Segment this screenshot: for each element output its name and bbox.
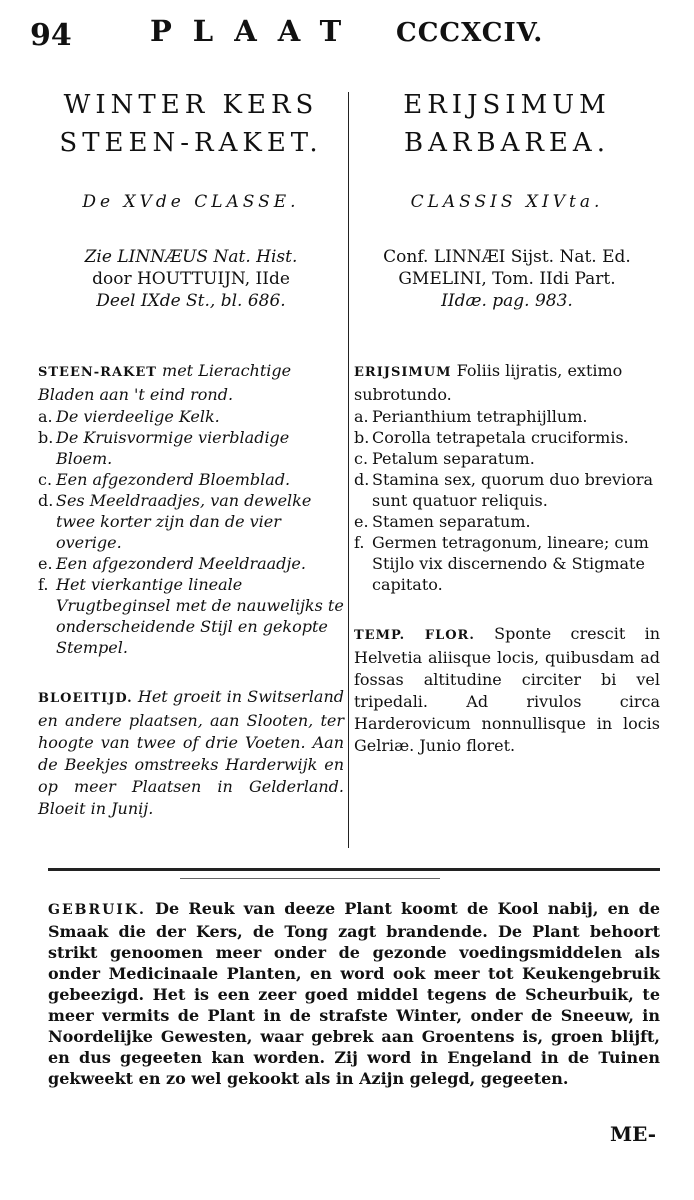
right-ref-line1: Conf. LINNÆI Sijst. Nat. Ed. bbox=[383, 247, 631, 267]
right-description bbox=[354, 360, 660, 406]
item-key: b. bbox=[354, 428, 370, 447]
item-text: De vierdeelige Kelk. bbox=[56, 407, 220, 426]
item-key: a. bbox=[38, 407, 53, 426]
item-text: Corolla tetrapetala cruciformis. bbox=[372, 428, 629, 447]
column-divider bbox=[348, 92, 349, 848]
item-key: b. bbox=[38, 428, 54, 447]
item-text: Een afgezonderd Meeldraadje. bbox=[56, 554, 306, 573]
left-classe: De XVde CLASSE. bbox=[82, 192, 300, 212]
right-desc-text: Foliis lijratis, extimo subrotundo. bbox=[354, 361, 623, 404]
list-item bbox=[38, 574, 344, 658]
left-column bbox=[38, 86, 344, 820]
item-text: Ses Meeldraadjes, van dewelke twee korter zijn dan de vier overige. bbox=[56, 491, 312, 552]
list-item bbox=[354, 448, 660, 469]
right-title-line2: BARBAREA. bbox=[404, 128, 610, 158]
left-title-line2: STEEN-RAKET. bbox=[59, 128, 323, 158]
horizontal-rule-thin bbox=[180, 878, 440, 879]
item-text: Perianthium tetraphijllum. bbox=[372, 407, 588, 426]
left-ref-line2: door HOUTTUIJN, IIde bbox=[92, 269, 290, 289]
usage-label: GEBRUIK. bbox=[48, 902, 146, 918]
list-item bbox=[38, 427, 344, 469]
item-text: Stamen separatum. bbox=[372, 512, 531, 531]
left-ref-line3: Deel IXde St., bl. 686. bbox=[96, 291, 286, 311]
left-time-label: BLOEITIJD. bbox=[38, 691, 133, 706]
list-item bbox=[38, 553, 344, 574]
left-title-line1: WINTER KERS bbox=[63, 90, 319, 120]
list-item bbox=[354, 511, 660, 532]
plate-number: CCCXCIV. bbox=[396, 18, 544, 48]
list-item bbox=[38, 490, 344, 553]
left-time-text: Het groeit in Switserland en andere plaatsen, aan Slooten, ter hoogte van twee of drie Voeten. Aan de Beekjes omstreeks Harderwijk en op meer Plaatsen in Gelderland. Bloeit in Junij. bbox=[38, 687, 344, 818]
item-text: Petalum separatum. bbox=[372, 449, 535, 468]
list-item bbox=[354, 532, 660, 595]
item-key: c. bbox=[354, 449, 369, 468]
right-title-line1: ERIJSIMUM bbox=[403, 90, 611, 120]
left-desc-label: STEEN-RAKET bbox=[38, 365, 157, 380]
left-description bbox=[38, 360, 344, 406]
right-reference bbox=[354, 246, 660, 312]
page-number: 94 bbox=[30, 18, 72, 53]
item-text: Het vierkantige lineale Vrugtbeginsel met de nauwelijks te onderscheidende Stijl en gekopte Stempel. bbox=[56, 575, 344, 657]
list-item bbox=[38, 406, 344, 427]
item-text: De Kruisvormige vierbladige Bloem. bbox=[56, 428, 290, 468]
list-item bbox=[354, 427, 660, 448]
usage-paragraph bbox=[48, 898, 660, 1089]
usage-text: De Reuk van deeze Plant koomt de Kool nabij, en de Smaak die der Kers, de Tong zagt brandende. De Plant behoort strikt genoomen meer onder de gezonde voedingsmiddelen als onder Medicinaale Planten, en word ook meer tot Keukengebruik gebeezigd. Het is een zeer goed middel tegens de Scheurbuik, te meer vermits de Plant in de strafste Winter, onder de Sneeuw, in Noordelijke Gewesten, waar gebrek aan Groentens is, groen blijft, en dus gegeeten kan worden. Zij word in Engeland in de Tuinen gekweekt en zo wel gekookt als in Azijn gelegd, gegeeten. bbox=[48, 899, 660, 1088]
list-item bbox=[38, 469, 344, 490]
right-items bbox=[354, 406, 660, 595]
list-item bbox=[354, 406, 660, 427]
right-ref-line3: IIdæ. pag. 983. bbox=[441, 291, 573, 311]
plate-heading: PLAAT bbox=[150, 14, 363, 48]
item-key: f. bbox=[38, 575, 49, 594]
item-key: e. bbox=[354, 512, 369, 531]
left-desc-text: met Lierachtige Bladen aan 't eind rond. bbox=[38, 361, 292, 404]
item-key: c. bbox=[38, 470, 53, 489]
item-text: Een afgezonderd Bloemblad. bbox=[56, 470, 291, 489]
left-flowering-time bbox=[38, 686, 344, 820]
left-ref-line1: Zie LINNÆUS Nat. Hist. bbox=[84, 247, 298, 267]
left-items bbox=[38, 406, 344, 658]
item-key: d. bbox=[354, 470, 370, 489]
item-text: Stamina sex, quorum duo breviora sunt quatuor reliquis. bbox=[372, 470, 654, 510]
right-classe: CLASSIS XIVta. bbox=[410, 192, 604, 212]
item-key: e. bbox=[38, 554, 53, 573]
item-key: d. bbox=[38, 491, 54, 510]
item-key: a. bbox=[354, 407, 369, 426]
right-ref-line2: GMELINI, Tom. IIdi Part. bbox=[398, 269, 616, 289]
left-reference bbox=[38, 246, 344, 312]
horizontal-rule bbox=[48, 868, 660, 871]
right-desc-label: ERIJSIMUM bbox=[354, 365, 452, 380]
list-item bbox=[354, 469, 660, 511]
right-flowering-time bbox=[354, 623, 660, 757]
right-column bbox=[354, 86, 660, 757]
item-key: f. bbox=[354, 533, 365, 552]
catchword: ME- bbox=[610, 1122, 657, 1146]
item-text: Germen tetragonum, lineare; cum Stijlo vix discernendo & Stigmate capitato. bbox=[372, 533, 649, 594]
right-time-text: Sponte crescit in Helvetia aliisque locis, quibusdam ad fossas altitudine circiter bi vel tripedali. Ad rivulos circa Harderovicum nonnullisque in locis Gelriæ. Junio floret. bbox=[354, 624, 660, 755]
right-time-label: TEMP. FLOR. bbox=[354, 628, 475, 643]
